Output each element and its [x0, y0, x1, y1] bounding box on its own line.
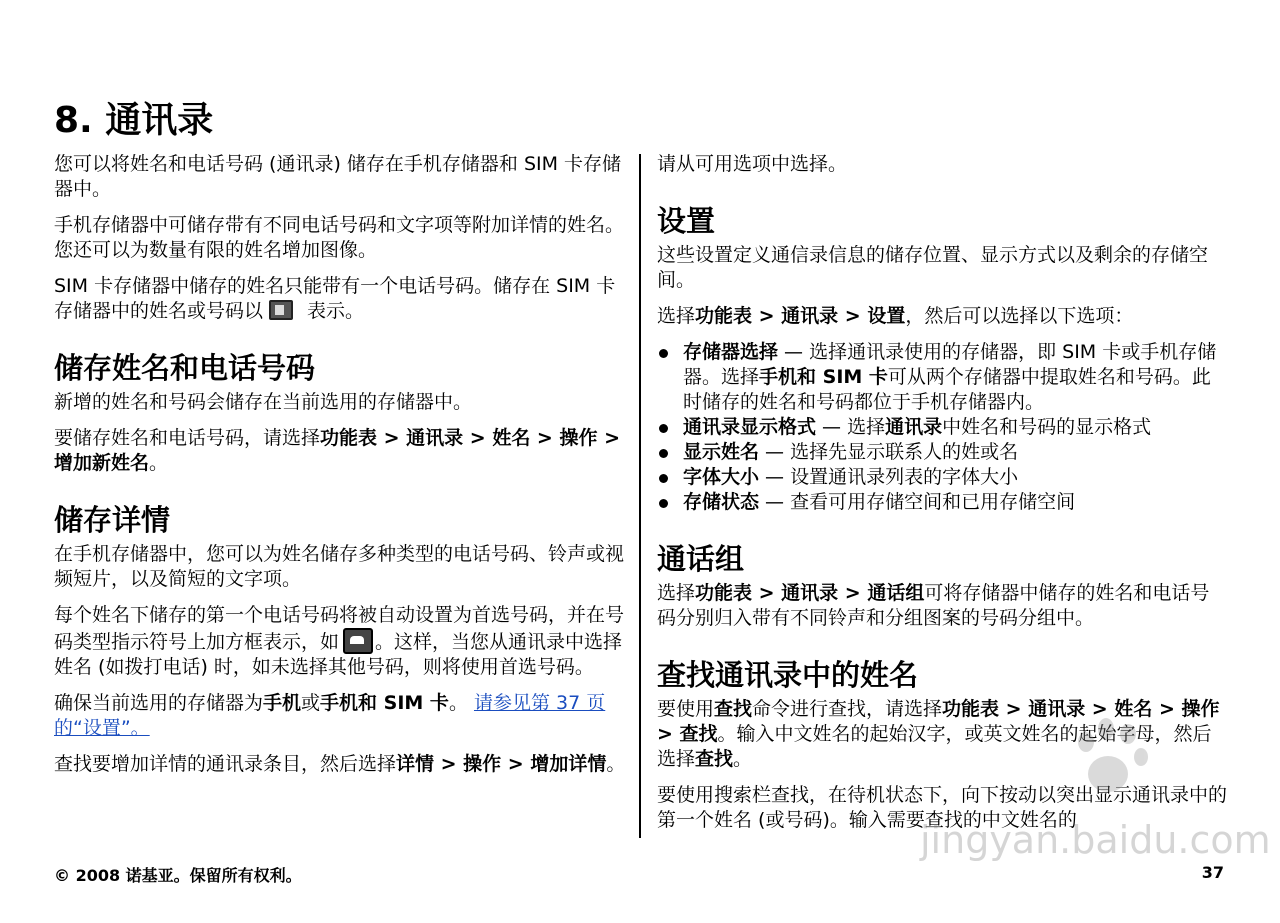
- settings-option-item: [657, 340, 1227, 415]
- details-p3-text: 确保当前选用的存储器为: [54, 692, 264, 714]
- settings-p2-text: 选择: [657, 305, 696, 327]
- details-p2-tail: 。这样，当您从通讯录中选择姓名 (如拨打电话) 时，如未选择其他号码，则将使用首选号码。: [54, 631, 623, 678]
- groups-p-suffix: 可将存储器中储存的姓名和电话号码分别归入带有不同铃声和分组图案的号码分组中。: [657, 582, 1210, 629]
- find-p1-period: 。: [733, 748, 753, 770]
- copyright-notice: © 2008 诺基亚。保留所有权利。: [54, 866, 302, 885]
- default-number-icon: [343, 628, 373, 654]
- option-description: — 查看可用存储空间和已用存储空间: [759, 491, 1076, 513]
- bullet-icon: [659, 424, 668, 433]
- bullet-icon: [659, 474, 668, 483]
- option-name: 字体大小: [683, 466, 760, 488]
- find-p1-text-3: 。输入中文姓名的起始汉字，或英文姓名的起始字母，然后选择: [657, 723, 1212, 770]
- details-paragraph-2: [54, 603, 626, 680]
- groups-paragraph: [657, 581, 1227, 631]
- bullet-icon: [659, 449, 668, 458]
- details-p3-or: 或: [301, 692, 321, 714]
- save-details-heading: 储存详情: [54, 503, 171, 537]
- save-paragraph-1: 新增的姓名和号码会储存在当前选用的存储器中。: [54, 391, 473, 413]
- left-column: [54, 152, 626, 788]
- option-name: 显示姓名: [683, 441, 760, 463]
- find-menu-path: 功能表 > 通讯录 > 姓名 > 操作 > 查找: [657, 698, 1220, 745]
- page-number: 37: [1201, 863, 1224, 882]
- option-description: — 选择先显示联系人的姓或名: [759, 441, 1019, 463]
- intro-p3-text: SIM 卡存储器中储存的姓名只能带有一个电话号码。储存在 SIM 卡存储器中的姓名或号码以: [54, 275, 616, 322]
- save-p2-period: 。: [149, 452, 169, 474]
- settings-paragraph-1: 这些设置定义通信录信息的储存位置、显示方式以及剩余的存储空间。: [657, 244, 1209, 291]
- intro-paragraph-3: [54, 274, 626, 324]
- watermark-text: jingyan.baidu.com: [920, 818, 1271, 862]
- chapter-title: 8. 通讯录: [54, 100, 214, 141]
- settings-page-link[interactable]: 请参见第 37 页的“设置”。: [54, 692, 606, 739]
- details-p3-sep: 。: [448, 692, 474, 714]
- settings-menu-path: 功能表 > 通讯录 > 设置: [695, 305, 906, 327]
- options-intro: 请从可用选项中选择。: [657, 153, 848, 175]
- save-menu-path: 功能表 > 通讯录 > 姓名 > 操作 > 增加新姓名: [54, 427, 620, 474]
- memory-option-phone-and-sim: 手机和 SIM 卡: [320, 692, 449, 714]
- find-command: 查找: [714, 698, 753, 720]
- details-p4-text: 查找要增加详情的通讯录条目，然后选择: [54, 753, 397, 775]
- save-contact-heading: 储存姓名和电话号码: [54, 351, 316, 385]
- save-p2-text: 要储存姓名和电话号码，请选择: [54, 427, 321, 449]
- groups-p-text: 选择: [657, 582, 696, 604]
- settings-option-item: [657, 465, 1227, 490]
- details-p2-text: 每个姓名下储存的第一个电话号码将被自动设置为首选号码，并在号码类型指示符号上加方框表示，如: [54, 604, 625, 653]
- details-paragraph-1: 在手机存储器中，您可以为姓名储存多种类型的电话号码、铃声或视频短片，以及简短的文字项。: [54, 543, 625, 590]
- settings-paragraph-2: [657, 304, 1227, 329]
- option-bold-term: 手机和 SIM 卡: [759, 366, 888, 388]
- option-description: — 选择: [816, 416, 886, 438]
- settings-option-list: [657, 340, 1227, 515]
- sim-card-icon: [269, 300, 293, 320]
- bullet-icon: [659, 349, 668, 358]
- details-p4-period: 。: [606, 753, 626, 775]
- caller-groups-heading: 通话组: [657, 542, 745, 576]
- intro-p3-tail: 表示。: [307, 300, 365, 322]
- details-menu-path: 详情 > 操作 > 增加详情: [396, 753, 607, 775]
- option-bold-term: 通讯录: [885, 416, 943, 438]
- find-p1-text-2: 命令进行查找，请选择: [752, 698, 943, 720]
- memory-option-phone: 手机: [263, 692, 302, 714]
- groups-menu-path: 功能表 > 通讯录 > 通话组: [695, 582, 925, 604]
- option-description-tail: 可从两个存储器中提取姓名和号码。此时储存的姓名和号码都位于手机存储器内。: [683, 366, 1211, 413]
- details-paragraph-4: [54, 752, 626, 777]
- column-divider: [639, 154, 641, 838]
- bullet-icon: [659, 499, 668, 508]
- settings-heading: 设置: [657, 204, 716, 238]
- option-name: 存储器选择: [683, 341, 779, 363]
- right-column: [657, 152, 1227, 844]
- option-description: — 选择通讯录使用的存储器，即 SIM 卡或手机存储器。选择: [683, 341, 1217, 388]
- find-contact-heading: 查找通讯录中的姓名: [657, 658, 919, 692]
- option-name: 通讯录显示格式: [683, 416, 817, 438]
- settings-option-item: [657, 415, 1227, 440]
- intro-paragraph-2: 手机存储器中可储存带有不同电话号码和文字项等附加详情的姓名。您还可以为数量有限的姓名增加图像。: [54, 214, 625, 261]
- option-description: — 设置通讯录列表的字体大小: [759, 466, 1019, 488]
- find-paragraph-1: [657, 697, 1227, 772]
- find-p1-text: 要使用: [657, 698, 715, 720]
- option-name: 存储状态: [683, 491, 760, 513]
- settings-p2-suffix: ，然后可以选择以下选项：: [905, 305, 1134, 327]
- find-command-2: 查找: [695, 748, 734, 770]
- find-paragraph-2: 要使用搜索栏查找，在待机状态下，向下按动以突出显示通讯录中的第一个姓名 (或号码)。输入需要查找的中文姓名的: [657, 784, 1228, 831]
- settings-option-item: [657, 490, 1227, 515]
- save-paragraph-2: [54, 426, 626, 476]
- details-paragraph-3: [54, 691, 626, 741]
- option-description-tail: 中姓名和号码的显示格式: [942, 416, 1152, 438]
- settings-option-item: [657, 440, 1227, 465]
- intro-paragraph-1: 您可以将姓名和电话号码 (通讯录) 储存在手机存储器和 SIM 卡存储器中。: [54, 153, 622, 200]
